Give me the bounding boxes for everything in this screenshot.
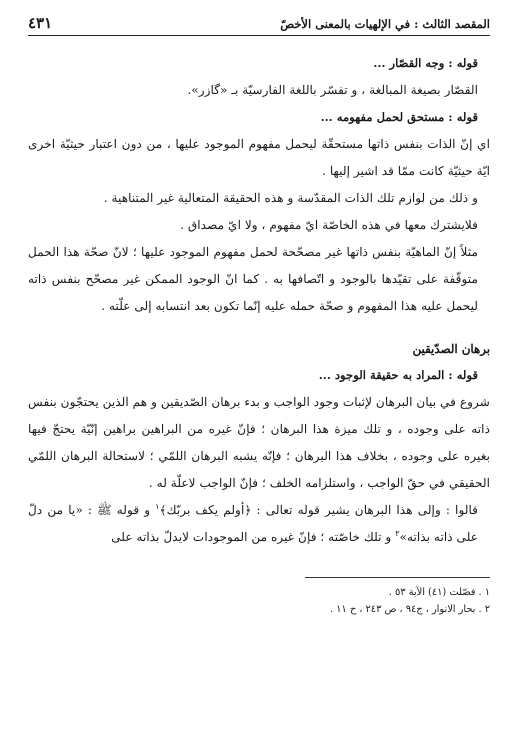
main-text xyxy=(28,50,490,551)
commentary-paragraph: و ذلك من لوازم تلك الذات المقدّسة و هذه الحقيقة المتعالية غير المتناهية . xyxy=(103,191,478,205)
footnotes xyxy=(28,584,490,618)
commentary-heading: قوله : وجه القصّار ... xyxy=(373,56,478,70)
commentary-paragraph: مثلاً إنّ الماهيّة بنفس ذاتها غير مصحّحة لحمل مفهوم الموجود عليها ؛ لانّ صحّة هذا الحمل متوقّفة على تقيّدها بالوجود و اتّصافها به . كما انّ الوجود الممكن غير مصحّح بنفس ذاته ليحمل عليه هذا المفهوم و صحّة حمله عليه إنّما تكون بعد انتسابه إلى علّته . xyxy=(28,245,478,313)
commentary-paragraph: شروع في بيان البرهان لإثبات وجود الواجب و بدء برهان الصّديقين و هم الذين يحتجّون بنفس ذاته على وجوده ، و تلك ميزة هذا البرهان ؛ فإنّ غيره من البراهين براهين إنّيّة يحتجّ فيها بغيره على وجوده ، بخلاف هذا البرهان ؛ فإنّه يشبه البرهان اللمّي ؛ لاستحالة البرهان اللمّي الحقيقي في حقّ الواجب ، واستلزامه الخلف ؛ فإنّ الواجب لاعلّة له . xyxy=(28,395,490,490)
footnote-2: ٢ . بحار الانوار ، ج٩٤ ، ص ٢٤٣ ، ح ١١ . xyxy=(329,604,490,615)
page xyxy=(28,14,490,618)
commentary-heading: قوله : المراد به حقيقة الوجود ... xyxy=(318,368,478,382)
running-header xyxy=(28,14,490,36)
commentary-paragraph: القصّار بصيغة المبالغة ، و تفسّر باللغة الفارسيّة بـ «گازر». xyxy=(187,83,478,97)
page-number: ٤٣١ xyxy=(28,14,53,32)
section-title: برهان الصدّيقين xyxy=(412,342,490,356)
footnote-divider xyxy=(305,577,490,578)
footnote-1: ١ . فصّلت (٤١) الآية ٥٣ . xyxy=(388,587,490,598)
commentary-heading: قوله : مستحق لحمل مفهومه ... xyxy=(320,110,478,124)
commentary-paragraph: فلايشترك معها في هذه الخاصّة ايّ مفهوم ، ولا ايّ مصداق . xyxy=(180,218,478,232)
footnote-ref-1[interactable]: ١ xyxy=(155,501,160,511)
commentary-paragraph: قالوا : وإلى هذا البرهان يشير قوله تعالى : ﴿أولم يكف بربّك﴾$^١$ و قوله ﷺ : «يا من دلّ على ذاته بذاته»$^٢$ و تلك خاصّته ؛ فإنّ غيره من الموجودات لايدلّ بذاته على xyxy=(28,501,478,544)
footnote-ref-2[interactable]: ٢ xyxy=(395,528,400,538)
commentary-paragraph: اي إنّ الذات بنفس ذاتها مستحقّة ليحمل مفهوم الموجود عليها ، من دون اعتبار حيثيّة اخرى ايّة حيثيّة كانت ممّا قد اشير إليها . xyxy=(28,137,490,178)
header-title: المقصد الثالث : في الإلهيات بالمعنى الأخصّ xyxy=(280,17,490,31)
